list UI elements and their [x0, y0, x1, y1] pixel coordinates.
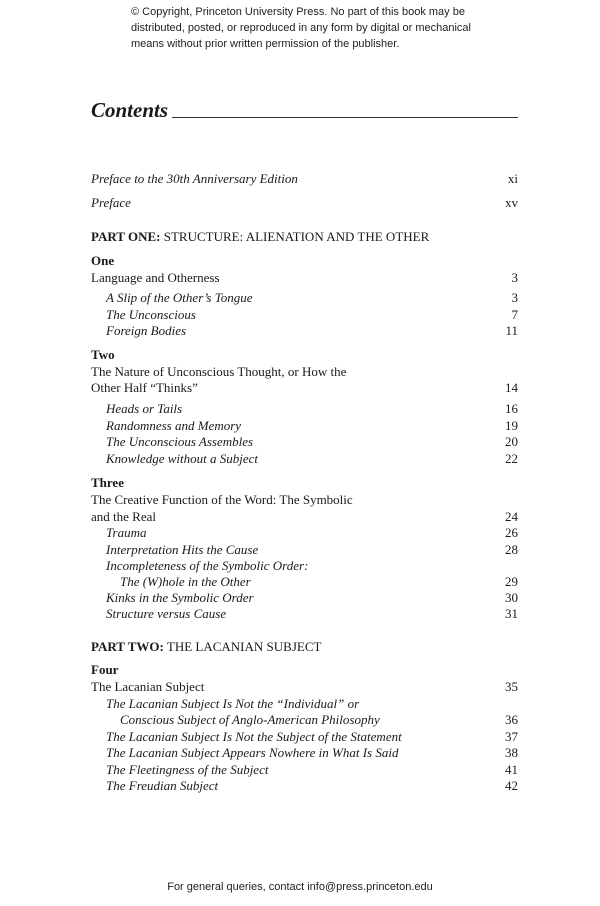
- entry-title: A Slip of the Other’s Tongue: [106, 290, 253, 305]
- toc-entry[interactable]: [106, 400, 518, 417]
- toc-entry[interactable]: [106, 541, 518, 558]
- part-label: PART TWO:: [91, 639, 164, 654]
- entry-page: 19: [505, 418, 518, 433]
- part-label: PART ONE:: [91, 229, 161, 244]
- entry-page: 20: [505, 434, 518, 449]
- entry-page: 24: [505, 509, 518, 524]
- chapter-number: [91, 661, 518, 678]
- toc-entry[interactable]: [106, 289, 518, 306]
- toc-entry[interactable]: [106, 450, 518, 467]
- entry-title: One: [91, 253, 115, 268]
- toc-entry[interactable]: [120, 711, 518, 728]
- toc-entry[interactable]: [91, 170, 518, 187]
- entry-page: 7: [511, 307, 518, 322]
- entry-page: 3: [511, 270, 518, 285]
- entry-page: 28: [505, 542, 518, 557]
- chapter-number: [91, 252, 518, 269]
- toc-entry[interactable]: [120, 573, 518, 590]
- toc-entry[interactable]: [91, 491, 518, 508]
- toc-entry[interactable]: [106, 322, 518, 339]
- entry-page: 30: [505, 590, 518, 605]
- toc-entry[interactable]: [106, 417, 518, 434]
- contents-heading: Contents: [91, 98, 169, 122]
- toc-entry[interactable]: [91, 269, 518, 286]
- toc-entry[interactable]: [91, 379, 518, 396]
- entry-title: Foreign Bodies: [106, 323, 187, 338]
- entry-page: xv: [505, 195, 518, 210]
- entry-title: The Nature of Unconscious Thought, or How the: [91, 364, 347, 379]
- entry-page: 22: [505, 451, 518, 466]
- toc-entry[interactable]: [106, 744, 518, 761]
- part-title: THE LACANIAN SUBJECT: [163, 639, 322, 654]
- entry-page: 35: [505, 679, 518, 694]
- entry-title: The Lacanian Subject Is Not the “Individual” or: [106, 696, 360, 711]
- part-heading: [91, 638, 518, 655]
- toc-entry[interactable]: [106, 728, 518, 745]
- entry-title: The Lacanian Subject Is Not the Subject of the Statement: [106, 729, 402, 744]
- entry-title: Incompleteness of the Symbolic Order:: [106, 558, 309, 573]
- entry-page: 29: [505, 574, 518, 589]
- entry-title: Heads or Tails: [106, 401, 183, 416]
- entry-title: Four: [91, 662, 119, 677]
- entry-title: Language and Otherness: [91, 270, 220, 285]
- entry-title: Three: [91, 475, 124, 490]
- entry-title: The (W)hole in the Other: [120, 574, 251, 589]
- toc-entry[interactable]: [106, 524, 518, 541]
- entry-title: The Fleetingness of the Subject: [106, 762, 269, 777]
- entry-title: The Freudian Subject: [106, 778, 219, 793]
- toc-entry[interactable]: [106, 777, 518, 794]
- toc-entry[interactable]: [91, 194, 518, 211]
- entry-title: Randomness and Memory: [106, 418, 242, 433]
- chapter-number: [91, 474, 518, 491]
- entry-title: Trauma: [106, 525, 147, 540]
- entry-page: 31: [505, 606, 518, 621]
- entry-title: and the Real: [91, 509, 156, 524]
- entry-page: 42: [505, 778, 518, 793]
- copyright-notice: © Copyright, Princeton University Press. No part of this book may be distributed, posted, or reproduced in any form by digital or mechanical means without prior written permission of the publisher.: [131, 6, 471, 50]
- toc-entry[interactable]: [91, 363, 518, 380]
- entry-title: Structure versus Cause: [106, 606, 227, 621]
- entry-page: 26: [505, 525, 518, 540]
- entry-title: Two: [91, 347, 115, 362]
- toc-entry[interactable]: [91, 508, 518, 525]
- entry-title: The Lacanian Subject Appears Nowhere in What Is Said: [106, 745, 399, 760]
- footer-contact: For general queries, contact info@press.princeton.edu: [167, 881, 433, 893]
- entry-page: 3: [511, 290, 518, 305]
- entry-title: Kinks in the Symbolic Order: [106, 590, 254, 605]
- entry-title: The Lacanian Subject: [91, 679, 205, 694]
- part-title: STRUCTURE: ALIENATION AND THE OTHER: [160, 229, 430, 244]
- entry-title: Interpretation Hits the Cause: [106, 542, 259, 557]
- entry-page: 37: [505, 729, 518, 744]
- entry-title: Knowledge without a Subject: [106, 451, 259, 466]
- part-heading: [91, 228, 518, 245]
- entry-title: The Creative Function of the Word: The Symbolic: [91, 492, 353, 507]
- toc-entry[interactable]: [106, 306, 518, 323]
- entry-title: Preface to the 30th Anniversary Edition: [91, 171, 298, 186]
- toc-entry[interactable]: [106, 605, 518, 622]
- entry-page: xi: [507, 171, 518, 186]
- entry-title: Conscious Subject of Anglo-American Philosophy: [120, 712, 380, 727]
- entry-title: The Unconscious: [106, 307, 196, 322]
- toc-entry[interactable]: [106, 557, 518, 574]
- heading-rule: [172, 117, 518, 118]
- entry-page: 36: [505, 712, 518, 727]
- toc-entry[interactable]: [106, 589, 518, 606]
- entry-page: 14: [505, 380, 518, 395]
- toc-entry[interactable]: [91, 678, 518, 695]
- entry-title: The Unconscious Assembles: [106, 434, 254, 449]
- entry-page: 41: [505, 762, 518, 777]
- toc-entry[interactable]: [106, 761, 518, 778]
- entry-page: 38: [505, 745, 518, 760]
- entry-page: 11: [505, 323, 518, 338]
- entry-title: Other Half “Thinks”: [91, 380, 198, 395]
- entry-page: 16: [505, 401, 518, 416]
- chapter-number: [91, 346, 518, 363]
- entry-title: Preface: [91, 195, 131, 210]
- toc-entry[interactable]: [106, 695, 518, 712]
- toc-entry[interactable]: [106, 433, 518, 450]
